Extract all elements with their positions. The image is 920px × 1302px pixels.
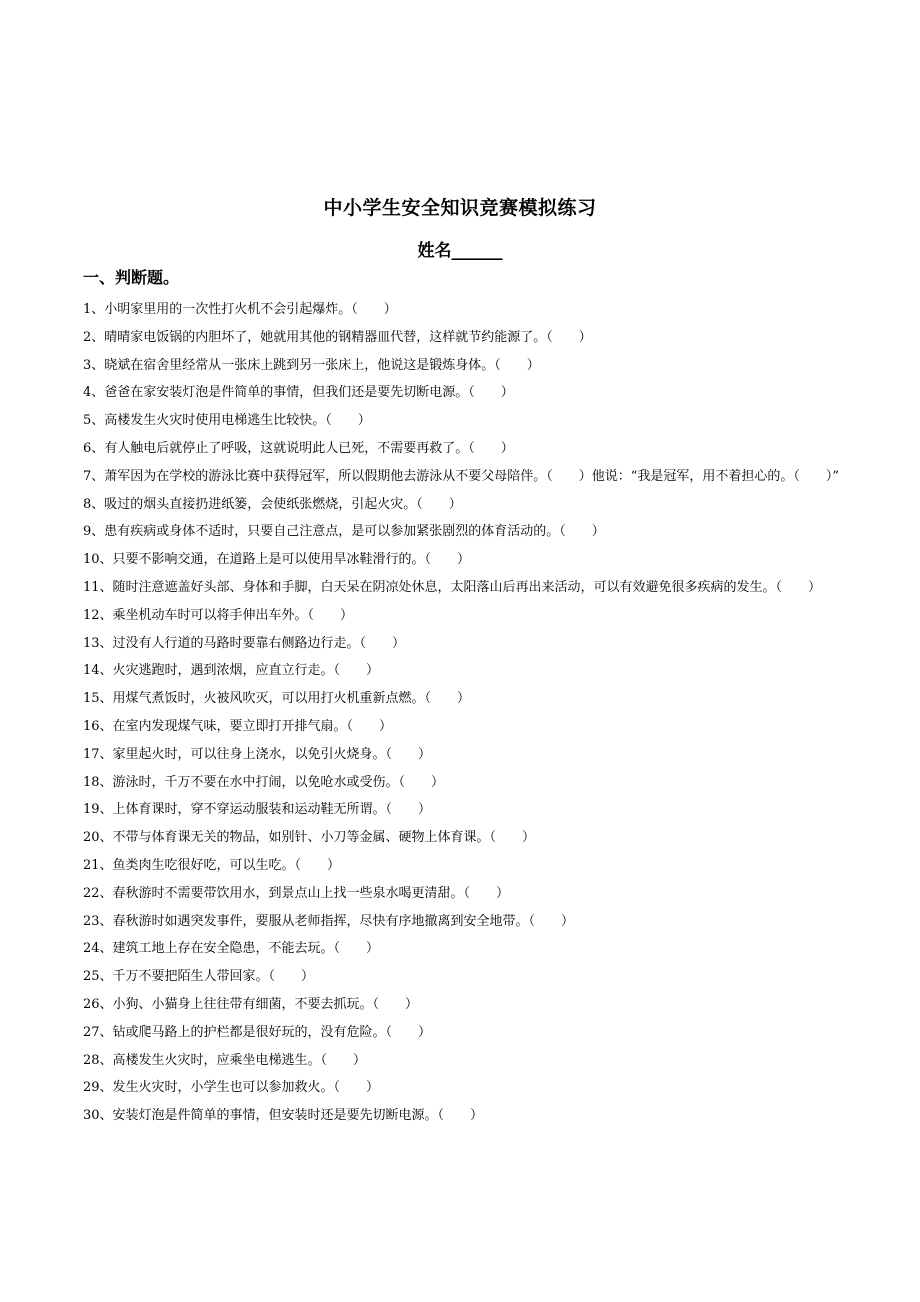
question-item: 10、只要不影响交通，在道路上是可以使用旱冰鞋滑行的。（ ） [83, 552, 471, 568]
question-item: 3、晓斌在宿舍里经常从一张床上跳到另一张床上，他说这是锻炼身体。（ ） [83, 357, 540, 373]
name-field: 姓名______ [417, 241, 503, 261]
question-item: 28、高楼发生火灾时，应乘坐电梯逃生。（ ） [83, 1052, 367, 1068]
question-item: 27、钻或爬马路上的护栏都是很好玩的，没有危险。（ ） [83, 1024, 432, 1040]
question-item: 6、有人触电后就停止了呼吸，这就说明此人已死，不需要再救了。（ ） [83, 440, 514, 456]
question-item: 19、上体育课时，穿不穿运动服装和运动鞋无所谓。（ ） [83, 802, 432, 818]
question-item: 5、高楼发生火灾时使用电梯逃生比较快。（ ） [83, 413, 371, 429]
question-item: 4、爸爸在家安装灯泡是件简单的事情，但我们还是要先切断电源。（ ） [83, 385, 514, 401]
question-item: 8、吸过的烟头直接扔进纸篓，会使纸张燃烧，引起火灾。（ ） [83, 496, 462, 512]
question-item: 18、游泳时，千万不要在水中打闹，以免呛水或受伤。（ ） [83, 774, 445, 790]
question-item: 22、春秋游时不需要带饮用水，到景点山上找一些泉水喝更清甜。（ ） [83, 885, 510, 901]
question-item: 9、患有疾病或身体不适时，只要自己注意点，是可以参加紧张剧烈的体育活动的。（ ） [83, 524, 605, 540]
question-item: 1、小明家里用的一次性打火机不会引起爆炸。（ ） [83, 302, 397, 317]
question-item: 21、鱼类肉生吃很好吃，可以生吃。（ ） [83, 857, 341, 873]
question-item: 12、乘坐机动车时可以将手伸出车外。（ ） [83, 607, 354, 623]
question-item: 23、春秋游时如遇突发事件，要服从老师指挥，尽快有序地撤离到安全地带。（ ） [83, 913, 575, 929]
question-item: 26、小狗、小猫身上往往带有细菌，不要去抓玩。（ ） [83, 996, 419, 1012]
question-item: 7、萧军因为在学校的游泳比赛中获得冠军，所以假期他去游泳从不要父母陪伴。（ ）他说：“我是冠军，用不着担心的。（ ）” [83, 468, 840, 484]
document-title: 中小学生安全知识竞赛模拟练习 [323, 197, 597, 219]
question-item: 13、过没有人行道的马路时要靠右侧路边行走。（ ） [83, 635, 406, 651]
question-item: 15、用煤气煮饭时，火被风吹灭，可以用打火机重新点燃。（ ） [83, 691, 471, 707]
question-item: 11、随时注意遮盖好头部、身体和手脚，白天呆在阴凉处休息，太阳落山后再出来活动，可以有效避免很多疾病的发生。（ ） [83, 579, 822, 595]
question-item: 24、建筑工地上存在安全隐患，不能去玩。（ ） [83, 941, 380, 957]
section-heading: 一、判断题。 [83, 268, 180, 287]
question-item: 20、不带与体育课无关的物品，如别针、小刀等金属、硬物上体育课。（ ） [83, 830, 536, 846]
question-item: 30、安装灯泡是件简单的事情，但安装时还是要先切断电源。（ ） [83, 1108, 484, 1124]
question-item: 14、火灾逃跑时，遇到浓烟，应直立行走。（ ） [83, 663, 380, 679]
question-item: 17、家里起火时，可以往身上浇水，以免引火烧身。（ ） [83, 746, 432, 762]
question-item: 29、发生火灾时，小学生也可以参加救火。（ ） [83, 1080, 380, 1096]
question-item: 16、在室内发现煤气味，要立即打开排气扇。（ ） [83, 718, 393, 734]
question-item: 25、千万不要把陌生人带回家。（ ） [83, 969, 315, 985]
question-item: 2、晴晴家电饭锅的内胆坏了，她就用其他的钢精器皿代替，这样就节约能源了。（ ） [83, 329, 592, 345]
question-list [83, 296, 843, 1130]
